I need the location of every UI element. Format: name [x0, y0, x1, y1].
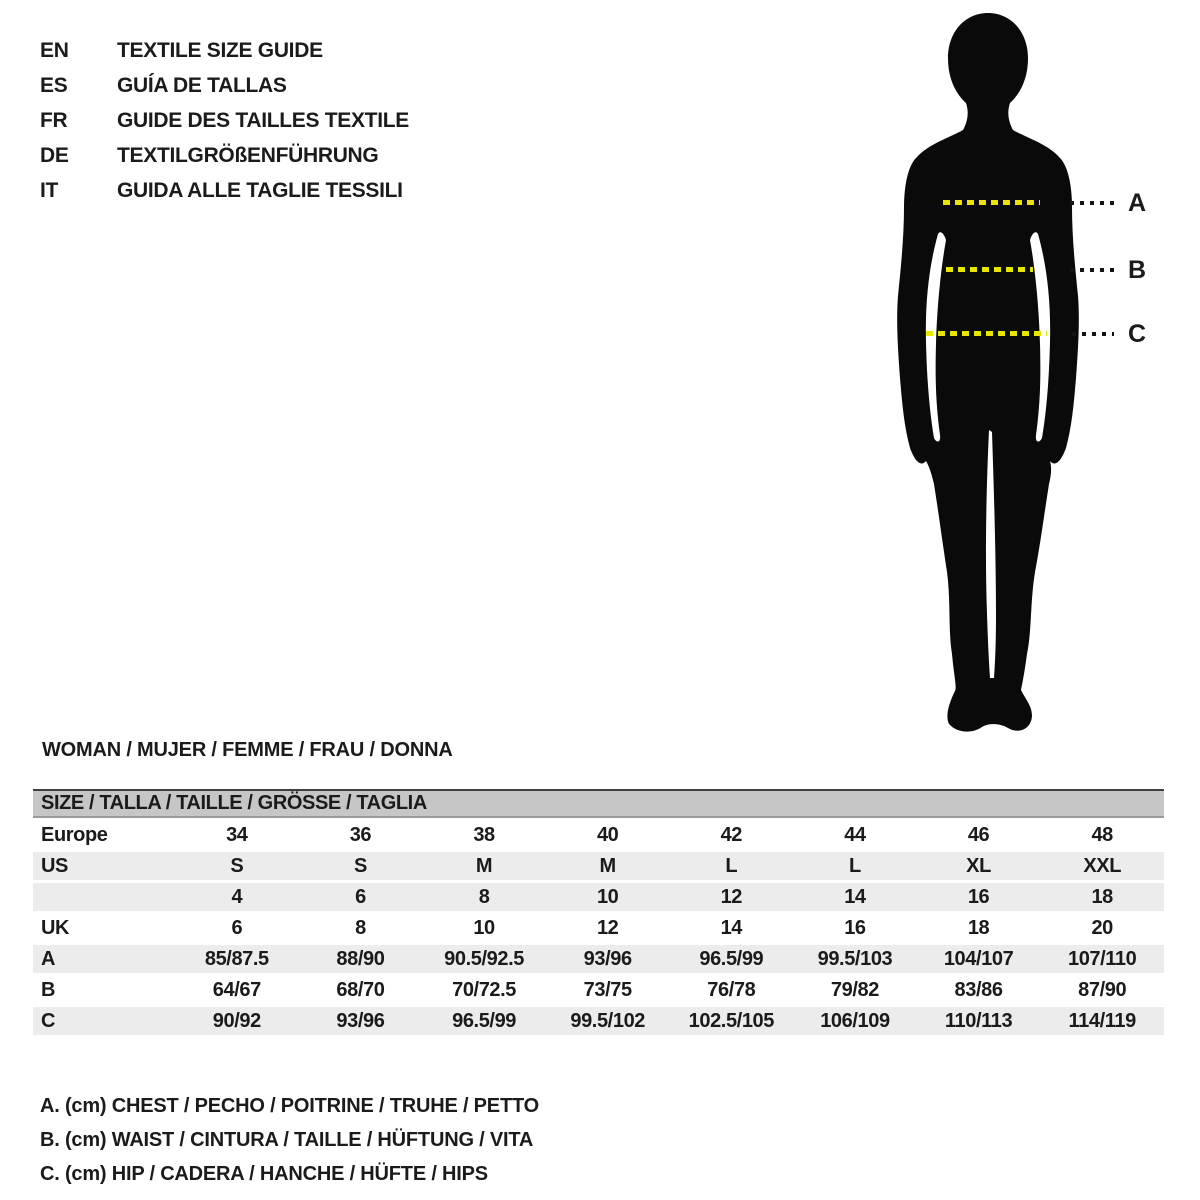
legend-chest: A. (cm) CHEST / PECHO / POITRINE / TRUHE / PETTO — [40, 1095, 539, 1117]
waist-callout-dots — [1070, 268, 1114, 272]
table-cell: XXL — [1083, 854, 1122, 877]
table-cell: 79/82 — [830, 978, 879, 1001]
table-cell: 87/90 — [1078, 978, 1127, 1001]
table-cell: 16 — [844, 916, 866, 939]
table-cell: 114/119 — [1068, 1009, 1136, 1032]
language-code: FR — [40, 109, 68, 132]
size-table-header: SIZE / TALLA / TAILLE / GRÖSSE / TAGLIA — [33, 789, 1164, 818]
table-cell: 4 — [231, 885, 243, 908]
language-title-list — [40, 33, 409, 208]
row-label: B — [41, 978, 56, 1001]
table-cell: 14 — [844, 885, 866, 908]
table-cell: 12 — [596, 916, 619, 939]
table-cell: 83/86 — [954, 978, 1003, 1001]
hip-callout-dots — [1072, 332, 1114, 336]
row-label: US — [41, 854, 68, 877]
row-label: A — [41, 947, 56, 970]
table-cell: M — [475, 854, 493, 877]
size-table — [33, 789, 1164, 1035]
table-cell: 10 — [473, 916, 495, 939]
table-cell: 46 — [967, 823, 990, 846]
waist-measure-line — [946, 267, 1033, 272]
table-cell: 88/90 — [336, 947, 385, 970]
table-row — [33, 883, 1164, 911]
chest-callout-dots — [1070, 201, 1114, 205]
size-table-body — [33, 821, 1164, 1035]
table-cell: 44 — [844, 823, 866, 846]
legend-waist: B. (cm) WAIST / CINTURA / TAILLE / HÜFTUNG / VITA — [40, 1129, 534, 1151]
table-cell: 76/78 — [707, 978, 756, 1001]
table-cell: XL — [966, 854, 991, 877]
table-cell: 48 — [1091, 823, 1113, 846]
table-cell: 36 — [349, 823, 372, 846]
table-cell: 18 — [1091, 885, 1113, 908]
table-cell: 96.5/99 — [699, 947, 764, 970]
table-cell: 10 — [596, 885, 619, 908]
guide-title: TEXTILGRÖßENFÜHRUNG — [117, 144, 379, 167]
table-cell: M — [599, 854, 616, 877]
table-cell: 18 — [967, 916, 990, 939]
table-cell: 106/109 — [820, 1009, 890, 1032]
table-cell: 64/67 — [212, 978, 261, 1001]
table-cell: L — [849, 854, 861, 877]
language-row-de — [40, 138, 409, 173]
chest-measure-line — [943, 200, 1040, 205]
table-row — [33, 821, 1164, 849]
table-cell: 6 — [355, 885, 366, 908]
guide-title: GUÍA DE TALLAS — [117, 74, 287, 97]
table-row — [33, 1007, 1164, 1035]
language-code: DE — [40, 144, 69, 167]
table-cell: 93/96 — [583, 947, 632, 970]
table-cell: 99.5/102 — [570, 1009, 646, 1032]
measurement-legend — [40, 1089, 539, 1191]
table-cell: 8 — [478, 885, 490, 908]
language-code: ES — [40, 74, 68, 97]
language-code: EN — [40, 39, 69, 62]
table-cell: 34 — [226, 823, 248, 846]
table-row — [33, 914, 1164, 942]
table-cell: 73/75 — [583, 978, 632, 1001]
table-cell: 38 — [473, 823, 495, 846]
table-cell: 8 — [355, 916, 366, 939]
table-cell: 96.5/99 — [452, 1009, 517, 1032]
table-cell: 102.5/105 — [688, 1009, 774, 1032]
table-cell: 90/92 — [212, 1009, 261, 1032]
language-row-it — [40, 173, 409, 208]
language-code: IT — [40, 179, 59, 202]
table-cell: 14 — [720, 916, 743, 939]
table-cell: 85/87.5 — [204, 947, 269, 970]
table-cell: 110/113 — [944, 1009, 1013, 1032]
hip-measure-line — [926, 331, 1047, 336]
row-label: Europe — [41, 823, 108, 846]
table-cell: 107/110 — [1067, 947, 1137, 970]
table-row — [33, 976, 1164, 1004]
row-label: C — [41, 1009, 56, 1032]
guide-title: GUIDE DES TAILLES TEXTILE — [117, 109, 409, 132]
marker-label-a: A — [1128, 189, 1147, 217]
table-cell: L — [725, 854, 738, 877]
language-row-es — [40, 68, 409, 103]
table-cell: 12 — [720, 885, 743, 908]
row-label: UK — [41, 916, 70, 939]
table-cell: 20 — [1091, 916, 1113, 939]
language-row-fr — [40, 103, 409, 138]
table-cell: 70/72.5 — [452, 978, 517, 1001]
language-row-en — [40, 33, 409, 68]
guide-title: GUIDA ALLE TAGLIE TESSILI — [117, 179, 403, 202]
table-cell: 104/107 — [943, 947, 1014, 970]
woman-silhouette-figure — [860, 0, 1200, 740]
table-row — [33, 852, 1164, 880]
table-cell: 90.5/92.5 — [444, 947, 524, 970]
table-cell: 99.5/103 — [817, 947, 893, 970]
legend-hip: C. (cm) HIP / CADERA / HANCHE / HÜFTE / HIPS — [40, 1163, 488, 1185]
table-cell: S — [353, 854, 367, 877]
table-cell: 68/70 — [336, 978, 385, 1001]
table-cell: S — [230, 854, 244, 877]
marker-label-c: C — [1128, 320, 1147, 348]
table-cell: 16 — [967, 885, 990, 908]
guide-title: TEXTILE SIZE GUIDE — [117, 39, 323, 62]
table-cell: 42 — [720, 823, 743, 846]
table-row — [33, 945, 1164, 973]
table-cell: 6 — [231, 916, 243, 939]
marker-label-b: B — [1128, 256, 1147, 284]
section-title-woman: WOMAN / MUJER / FEMME / FRAU / DONNA — [42, 739, 453, 761]
table-cell: 40 — [596, 823, 619, 846]
table-cell: 93/96 — [336, 1009, 385, 1032]
